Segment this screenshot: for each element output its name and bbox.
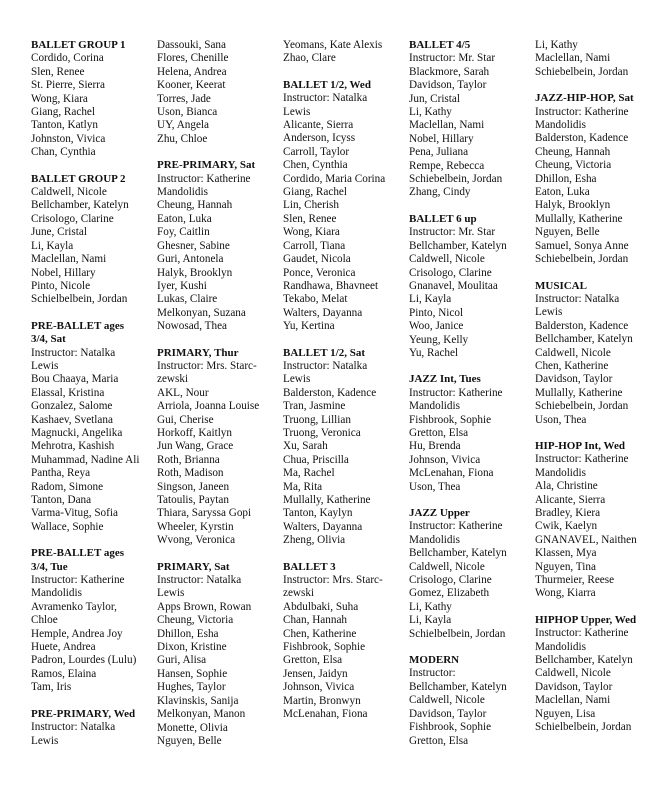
roster-entry: Magnucki, Angelika	[31, 426, 123, 439]
roster-entry: Maclellan, Nami	[409, 119, 485, 132]
roster-entry: Ghesner, Sabine	[157, 239, 230, 252]
roster-entry: Hemple, Andrea Joy	[31, 627, 123, 640]
roster-entry: Tatoulis, Paytan	[157, 494, 229, 506]
roster-entry: Yu, Rachel	[409, 346, 459, 359]
roster-column-1	[31, 39, 139, 748]
roster-entry: Chan, Cynthia	[31, 146, 96, 159]
roster-entry: Caldwell, Nicole	[409, 253, 485, 266]
class-heading: BALLET 1/2, Sat	[283, 346, 366, 359]
roster-entry: Helena, Andrea	[157, 65, 227, 78]
roster-entry: Instructor: Mrs. Starc-	[157, 359, 257, 372]
roster-entry: Hansen, Sophie	[157, 667, 228, 680]
roster-entry: Muhammad, Nadine Ali	[31, 453, 140, 466]
roster-entry: Gnanavel, Moulitaa	[409, 279, 498, 292]
roster-entry: Tam, Iris	[31, 681, 72, 694]
roster-entry: Mandolidis	[409, 400, 460, 413]
roster-entry: Yu, Kertina	[283, 320, 335, 333]
section-spacer	[409, 360, 507, 373]
roster-entry: Balderston, Kadence	[283, 386, 377, 399]
roster-entry: Li, Kayla	[409, 614, 452, 627]
roster-entry: Roth, Brianna	[157, 453, 220, 466]
roster-entry: Guri, Antonela	[157, 253, 224, 266]
roster-entry: Chen, Katherine	[283, 627, 357, 640]
roster-entry: UY, Angela	[157, 119, 209, 132]
roster-entry: Thiara, Saryssa Gopi	[157, 507, 252, 520]
roster-entry: Wong, Kiara	[283, 226, 340, 239]
roster-entry: Hu, Brenda	[409, 440, 461, 453]
roster-entry: Alicante, Sierra	[535, 493, 606, 506]
roster-entry: Wong, Kiarra	[535, 587, 596, 600]
section-spacer	[283, 334, 385, 347]
section-spacer	[283, 66, 385, 79]
roster-entry: Uson, Bianca	[157, 106, 218, 119]
class-heading: BALLET GROUP 2	[31, 172, 126, 185]
roster-entry: Instructor:	[409, 667, 456, 680]
section-spacer	[535, 79, 637, 92]
roster-entry: Gaudet, Nicola	[283, 253, 351, 266]
roster-entry: Uson, Thea	[409, 480, 461, 493]
roster-entry: Slen, Renee	[283, 212, 337, 225]
roster-column-4	[409, 39, 507, 748]
roster-entry: Halyk, Brooklyn	[535, 199, 611, 212]
roster-entry: Crisologo, Clarine	[31, 212, 114, 225]
roster-entry: Bellchamber, Katelyn	[409, 547, 507, 560]
section-spacer	[535, 267, 637, 280]
roster-entry: Bellchamber, Katelyn	[535, 654, 633, 667]
roster-entry: Instructor: Katherine	[535, 105, 629, 118]
roster-entry: Uson, Thea	[535, 413, 587, 426]
roster-entry: Li, Kayla	[31, 239, 74, 252]
roster-entry: Ramos, Elaina	[31, 667, 97, 680]
roster-entry: Davidson, Taylor	[535, 680, 613, 693]
roster-entry: Lewis	[535, 306, 563, 319]
class-heading: PRE-PRIMARY, Wed	[31, 707, 136, 720]
roster-entry: Cwik, Kaelyn	[535, 520, 598, 533]
roster-entry: Ma, Rita	[283, 480, 323, 493]
roster-entry: Abdulbaki, Suha	[283, 600, 359, 613]
section-spacer	[409, 494, 507, 507]
class-heading: BALLET GROUP 1	[31, 39, 126, 51]
roster-entry: Crisologo, Clarine	[409, 574, 492, 587]
roster-entry: Maclellan, Nami	[535, 52, 611, 65]
roster-entry: Varma-Vitug, Sofia	[31, 507, 118, 520]
roster-entry: Gretton, Elsa	[409, 734, 469, 747]
class-heading: BALLET 3	[283, 560, 336, 573]
roster-entry: Crisologo, Clarine	[409, 266, 492, 279]
section-spacer	[409, 200, 507, 213]
roster-column-5	[535, 39, 637, 735]
roster-entry: Nguyen, Belle	[535, 226, 600, 239]
roster-entry: Martin, Bronwyn	[283, 694, 361, 707]
roster-entry: Gomez, Elizabeth	[409, 587, 490, 600]
roster-entry: GNANAVEL, Naithen	[535, 533, 637, 546]
roster-entry: Tekabo, Melat	[283, 293, 348, 306]
roster-entry: Cheung, Hannah	[157, 199, 233, 212]
roster-entry: Chen, Katherine	[535, 359, 609, 372]
roster-entry: Schiebelbein, Jordan	[535, 253, 629, 266]
roster-entry: Walters, Dayanna	[283, 306, 363, 319]
roster-entry: Lewis	[31, 734, 59, 747]
class-heading: JAZZ Upper	[409, 507, 470, 519]
roster-entry: Jensen, Jaidyn	[283, 667, 348, 680]
roster-entry: Avramenko Taylor,	[31, 600, 117, 613]
class-heading: HIPHOP Upper, Wed	[535, 613, 637, 626]
section-spacer	[409, 641, 507, 654]
roster-entry: Instructor: Natalka	[31, 721, 116, 734]
class-heading: BALLET 4/5	[409, 39, 471, 51]
roster-entry: Wvong, Veronica	[157, 534, 236, 547]
section-spacer	[157, 548, 259, 561]
roster-entry: Hughes, Taylor	[157, 681, 226, 694]
roster-entry: Instructor: Mr. Star	[409, 52, 496, 65]
roster-entry: Gui, Cherise	[157, 413, 214, 426]
roster-entry: Nobel, Hillary	[31, 266, 96, 279]
roster-entry: Yeung, Kelly	[409, 333, 469, 346]
roster-entry: Woo, Janice	[409, 320, 464, 333]
roster-entry: Balderston, Kadence	[535, 319, 629, 332]
roster-entry: Lukas, Claire	[157, 293, 218, 306]
roster-entry: Johnson, Vivica	[409, 453, 481, 466]
roster-entry: Cordido, Maria Corina	[283, 172, 386, 185]
class-heading: 3/4, Sat	[31, 333, 66, 346]
section-spacer	[31, 160, 139, 173]
class-heading: HIP-HOP Int, Wed	[535, 439, 625, 452]
roster-entry: Caldwell, Nicole	[409, 694, 485, 707]
roster-entry: Instructor: Katherine	[535, 627, 629, 640]
roster-entry: Schiebelbein, Jordan	[535, 65, 629, 78]
roster-entry: Samuel, Sonya Anne	[535, 239, 629, 252]
roster-entry: Instructor: Katherine	[157, 172, 251, 185]
roster-entry: Dhillon, Esha	[535, 172, 597, 185]
roster-entry: Melkonyan, Manon	[157, 708, 246, 721]
roster-entry: Balderston, Kadence	[535, 132, 629, 145]
roster-entry: Schielbelbein, Jordan	[31, 293, 128, 306]
roster-entry: Huete, Andrea	[31, 641, 96, 654]
roster-entry: Lewis	[283, 373, 311, 386]
roster-entry: Pena, Juliana	[409, 146, 469, 159]
class-heading: 3/4, Tue	[31, 560, 68, 573]
roster-entry: Mehrotra, Kashish	[31, 440, 115, 453]
section-spacer	[283, 548, 385, 561]
roster-entry: Nobel, Hillary	[409, 132, 474, 145]
roster-column-3	[283, 39, 385, 722]
roster-entry: Ala, Christine	[535, 480, 598, 493]
roster-entry: Wheeler, Kyrstin	[157, 520, 234, 533]
roster-entry: Apps Brown, Rowan	[157, 600, 252, 613]
roster-entry: Radom, Simone	[31, 480, 104, 493]
class-heading: JAZZ Int, Tues	[409, 373, 481, 386]
roster-entry: Mullally, Katherine	[535, 386, 623, 399]
roster-entry: Zhang, Cindy	[409, 186, 471, 199]
class-heading: PRE-PRIMARY, Sat	[157, 159, 256, 172]
roster-entry: Bellchamber, Katelyn	[535, 333, 633, 346]
roster-entry: Eaton, Luka	[157, 212, 212, 225]
roster-entry: Cheung, Victoria	[535, 159, 612, 172]
roster-entry: Pantha, Reya	[31, 467, 91, 480]
roster-entry: Lewis	[31, 359, 59, 372]
roster-entry: Schielbelbein, Jordan	[409, 627, 506, 640]
roster-entry: Fishbrook, Sophie	[409, 721, 492, 734]
roster-entry: Tanton, Katlyn	[31, 119, 98, 132]
roster-entry: Ponce, Veronica	[283, 266, 356, 279]
roster-entry: Roth, Madison	[157, 467, 224, 480]
roster-entry: Li, Kayla	[409, 293, 452, 306]
roster-entry: Eaton, Luka	[535, 186, 590, 199]
section-spacer	[535, 601, 637, 614]
roster-entry: Chua, Priscilla	[283, 453, 349, 466]
roster-entry: Gretton, Elsa	[283, 654, 343, 667]
class-heading: BALLET 1/2, Wed	[283, 78, 371, 91]
roster-entry: Zhao, Clare	[283, 52, 336, 65]
roster-entry: Lewis	[283, 105, 311, 118]
roster-entry: Gretton, Elsa	[409, 426, 469, 439]
roster-entry: Wallace, Sophie	[31, 520, 104, 533]
roster-entry: Padron, Lourdes (Lulu)	[31, 654, 137, 667]
roster-entry: Fishbrook, Sophie	[283, 641, 366, 654]
class-heading: BALLET 6 up	[409, 212, 477, 225]
roster-entry: Randhawa, Bhavneet	[283, 279, 379, 292]
roster-entry: Davidson, Taylor	[409, 79, 487, 92]
roster-entry: Johnston, Vivica	[31, 132, 106, 145]
roster-entry: Rempe, Rebecca	[409, 159, 485, 172]
roster-entry: Davidson, Taylor	[535, 373, 613, 386]
roster-entry: Bellchamber, Katelyn	[31, 199, 129, 212]
roster-entry: Chan, Hannah	[283, 614, 348, 627]
roster-entry: Bou Chaaya, Maria	[31, 373, 119, 386]
roster-entry: Bellchamber, Katelyn	[409, 680, 507, 693]
roster-entry: Instructor: Katherine	[535, 453, 629, 466]
class-heading: MUSICAL	[535, 279, 587, 292]
roster-entry: Kooner, Keerat	[157, 79, 226, 92]
roster-entry: Yeomans, Kate Alexis	[283, 39, 383, 51]
roster-entry: Lin, Cherish	[283, 199, 339, 212]
roster-entry: Instructor: Mrs. Starc-	[283, 574, 383, 587]
roster-entry: Instructor: Natalka	[31, 346, 116, 359]
roster-entry: Horkoff, Kaitlyn	[157, 426, 232, 439]
roster-entry: Zhu, Chloe	[157, 132, 208, 145]
roster-entry: Melkonyan, Suzana	[157, 306, 246, 319]
roster-entry: June, Cristal	[31, 226, 87, 239]
class-heading: PRIMARY, Thur	[157, 346, 239, 359]
roster-entry: Mandolidis	[409, 533, 460, 546]
roster-entry: Xu, Sarah	[283, 440, 328, 453]
roster-entry: Cordido, Corina	[31, 52, 104, 65]
roster-entry: Anderson, Icyss	[283, 132, 356, 145]
roster-entry: Nguyen, Lisa	[535, 707, 596, 720]
roster-entry: Monette, Olivia	[157, 721, 228, 734]
roster-entry: Iyer, Kushi	[157, 279, 207, 292]
section-spacer	[31, 534, 139, 547]
roster-entry: Foy, Caitlin	[157, 226, 210, 239]
roster-entry: Mandolidis	[31, 587, 82, 600]
roster-entry: Guri, Alisa	[157, 654, 207, 667]
roster-entry: Davidson, Taylor	[409, 707, 487, 720]
roster-entry: Caldwell, Nicole	[535, 346, 611, 359]
roster-entry: Pinto, Nicole	[31, 279, 91, 292]
roster-entry: Cheung, Hannah	[535, 145, 611, 158]
roster-entry: zewski	[283, 587, 315, 600]
roster-entry: Tran, Jasmine	[283, 400, 346, 413]
roster-entry: Singson, Janeen	[157, 480, 230, 493]
roster-entry: Instructor: Natalka	[535, 292, 620, 305]
section-spacer	[31, 695, 139, 708]
roster-entry: Kashaev, Svetlana	[31, 413, 113, 426]
roster-entry: Flores, Chenille	[157, 52, 229, 65]
roster-entry: Klavinskis, Sanija	[157, 694, 239, 707]
roster-entry: Klassen, Mya	[535, 547, 597, 560]
roster-entry: Mandolidis	[535, 119, 586, 132]
class-heading: MODERN	[409, 654, 460, 667]
roster-entry: Blackmore, Sarah	[409, 65, 490, 78]
roster-entry: Instructor: Natalka	[157, 574, 242, 587]
roster-entry: McLenahan, Fiona	[283, 708, 368, 721]
class-heading: PRIMARY, Sat	[157, 560, 230, 573]
roster-entry: Gonzalez, Salome	[31, 400, 113, 413]
roster-entry: Walters, Dayanna	[283, 520, 363, 533]
roster-entry: Fishbrook, Sophie	[409, 413, 492, 426]
roster-column-2	[157, 39, 259, 748]
section-spacer	[31, 307, 139, 320]
roster-entry: Mullally, Katherine	[535, 212, 623, 225]
roster-entry: Tanton, Kaylyn	[283, 507, 353, 520]
roster-entry: Instructor: Mr. Star	[409, 226, 496, 239]
roster-entry: Bradley, Kiera	[535, 507, 601, 519]
roster-entry: Alicante, Sierra	[283, 119, 354, 132]
class-heading: PRE-BALLET ages	[31, 547, 125, 560]
roster-entry: Bellchamber, Katelyn	[409, 239, 507, 252]
roster-entry: Zheng, Olivia	[283, 534, 346, 547]
roster-entry: Nguyen, Tina	[535, 560, 596, 573]
roster-entry: Maclellan, Nami	[535, 694, 611, 707]
roster-entry: Giang, Rachel	[31, 106, 95, 119]
roster-entry: Instructor: Katherine	[409, 386, 503, 399]
section-spacer	[535, 427, 637, 440]
roster-entry: Li, Kathy	[409, 600, 452, 613]
roster-entry: Mandolidis	[535, 466, 586, 479]
roster-entry: Instructor: Natalka	[283, 359, 368, 372]
roster-entry: Mandolidis	[535, 640, 586, 653]
class-heading: PRE-BALLET ages	[31, 319, 125, 332]
roster-entry: Cheung, Victoria	[157, 614, 234, 627]
roster-entry: Dhillon, Esha	[157, 627, 219, 640]
roster-entry: AKL, Nour	[157, 386, 209, 399]
roster-entry: Wong, Kiara	[31, 92, 88, 105]
roster-entry: Jun, Cristal	[409, 92, 460, 105]
roster-entry: Arriola, Joanna Louise	[157, 400, 260, 413]
roster-entry: Mandolidis	[157, 186, 208, 199]
roster-entry: Caldwell, Nicole	[409, 560, 485, 573]
roster-entry: Nowosad, Thea	[157, 320, 228, 333]
roster-entry: Dassouki, Sana	[157, 39, 226, 51]
roster-entry: Instructor: Katherine	[31, 574, 125, 587]
roster-entry: St. Pierre, Sierra	[31, 79, 105, 92]
roster-entry: McLenahan, Fiona	[409, 467, 494, 480]
roster-entry: zewski	[157, 373, 189, 386]
roster-entry: Lewis	[157, 587, 185, 600]
roster-entry: Giang, Rachel	[283, 186, 347, 199]
roster-entry: Thurmeier, Reese	[535, 574, 615, 587]
roster-entry: Carroll, Tiana	[283, 239, 346, 252]
roster-entry: Li, Kathy	[535, 39, 578, 51]
roster-entry: Chloe	[31, 614, 58, 627]
roster-entry: Maclellan, Nami	[31, 253, 107, 266]
roster-entry: Pinto, Nicol	[409, 306, 464, 319]
roster-entry: Carroll, Taylor	[283, 145, 350, 158]
roster-entry: Schiebelbein, Jordan	[409, 173, 503, 186]
roster-entry: Tanton, Dana	[31, 494, 92, 506]
roster-entry: Halyk, Brooklyn	[157, 266, 233, 279]
class-heading: JAZZ-HIP-HOP, Sat	[535, 92, 634, 105]
roster-entry: Schielbelbein, Jordan	[535, 721, 632, 734]
section-spacer	[157, 146, 259, 159]
roster-entry: Truong, Lillian	[283, 413, 351, 426]
section-spacer	[157, 334, 259, 347]
roster-entry: Instructor: Katherine	[409, 520, 503, 533]
roster-entry: Johnson, Vivica	[283, 681, 355, 694]
roster-entry: Elassal, Kristina	[31, 386, 105, 399]
roster-entry: Dixon, Kristine	[157, 641, 227, 654]
roster-entry: Li, Kathy	[409, 106, 452, 119]
roster-entry: Caldwell, Nicole	[535, 667, 611, 680]
roster-entry: Nguyen, Belle	[157, 734, 222, 747]
roster-entry: Schiebelbein, Jordan	[535, 400, 629, 413]
roster-entry: Slen, Renee	[31, 65, 85, 78]
roster-entry: Caldwell, Nicole	[31, 186, 107, 199]
roster-entry: Chen, Cynthia	[283, 159, 348, 172]
roster-entry: Torres, Jade	[157, 92, 211, 105]
roster-entry: Ma, Rachel	[283, 467, 335, 480]
roster-entry: Instructor: Natalka	[283, 92, 368, 105]
roster-entry: Mullally, Katherine	[283, 494, 371, 506]
roster-entry: Truong, Veronica	[283, 426, 361, 439]
roster-entry: Jun Wang, Grace	[157, 440, 234, 453]
